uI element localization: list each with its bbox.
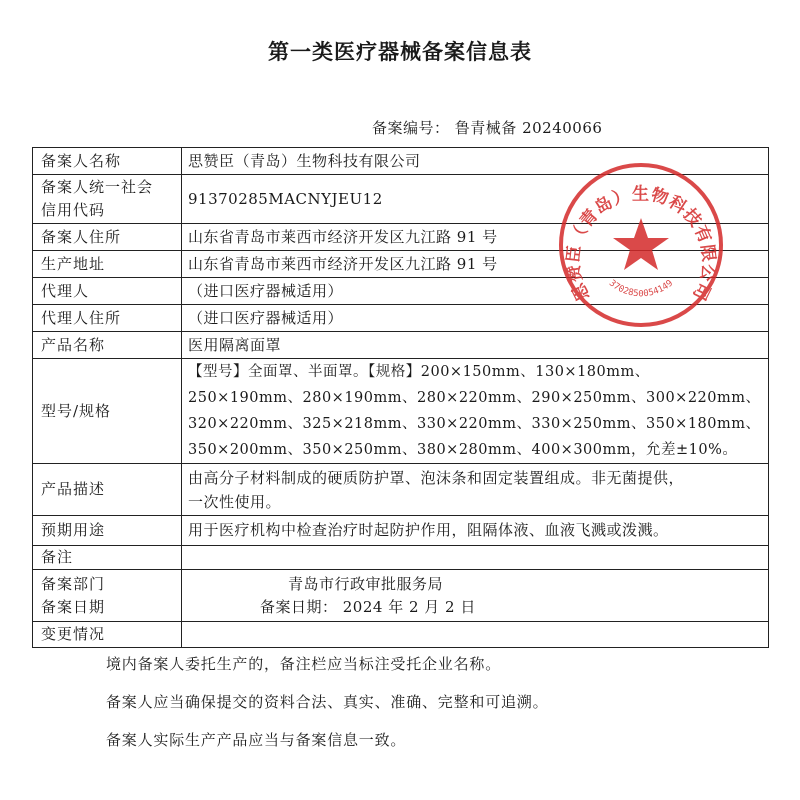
row-label: 产品描述	[33, 464, 182, 516]
row-value: 用于医疗机构中检查治疗时起防护作用，阻隔体液、血液飞溅或泼溅。	[182, 516, 769, 546]
note-line: 备案人实际生产产品应当与备案信息一致。	[106, 731, 407, 749]
row-value: 山东省青岛市莱西市经济开发区九江路 91 号	[182, 251, 769, 278]
record-number-label: 备案编号：	[372, 119, 450, 137]
spec-line: 250×190mm、280×190mm、280×220mm、290×250mm、300×220mm、	[188, 390, 761, 406]
table-row	[33, 464, 769, 516]
row-value	[182, 546, 769, 570]
table-row	[33, 546, 769, 570]
row-label: 产品名称	[33, 332, 182, 359]
row-value: 91370285MACNYJEU12	[182, 175, 769, 224]
row-label	[33, 570, 182, 622]
spec-line: 320×220mm、325×218mm、330×220mm、330×250mm、350×180mm、	[188, 416, 761, 432]
notes	[106, 654, 548, 768]
row-label: 预期用途	[33, 516, 182, 546]
table-row	[33, 622, 769, 648]
table-row	[33, 516, 769, 546]
row-value	[182, 464, 769, 516]
official-seal	[556, 160, 726, 330]
row-value: （进口医疗器械适用）	[182, 278, 769, 305]
row-value: 山东省青岛市莱西市经济开发区九江路 91 号	[182, 224, 769, 251]
filing-date: 备案日期： 2024 年 2 月 2 日	[260, 597, 476, 616]
desc-line: 由高分子材料制成的硬质防护罩、泡沫条和固定装置组成。非无菌提供，	[188, 468, 685, 487]
seal-code: 3702850054149	[606, 278, 676, 300]
row-value: 医用隔离面罩	[182, 332, 769, 359]
row-label-line: 备案日期	[41, 597, 106, 616]
row-label-line: 信用代码	[41, 201, 106, 219]
row-label: 备案人名称	[33, 148, 182, 175]
page-title: 第一类医疗器械备案信息表	[268, 40, 532, 64]
table-row	[33, 359, 769, 464]
row-label	[33, 175, 182, 224]
row-value: （进口医疗器械适用）	[182, 305, 769, 332]
row-label: 备案人住所	[33, 224, 182, 251]
row-label-line: 备案人统一社会	[41, 178, 154, 196]
note-line: 备案人应当确保提交的资料合法、真实、准确、完整和可追溯。	[106, 693, 549, 711]
row-value	[182, 359, 769, 464]
desc-line: 一次性使用。	[188, 492, 282, 511]
seal-star-icon	[613, 218, 669, 270]
record-number	[372, 117, 602, 138]
spec-line: 【型号】全面罩、半面罩。【规格】200×150mm、130×180mm、	[188, 364, 650, 380]
row-label: 代理人	[33, 278, 182, 305]
row-label-line: 备案部门	[41, 574, 106, 593]
filing-department: 青岛市行政审批服务局	[288, 574, 444, 593]
row-label: 生产地址	[33, 251, 182, 278]
record-number-value: 鲁青械备 20240066	[454, 119, 603, 137]
spec-line: 350×200mm、350×250mm、380×280mm、400×300mm，允差±10%。	[188, 442, 738, 458]
note-line: 境内备案人委托生产的，备注栏应当标注受托企业名称。	[106, 655, 502, 673]
row-label: 备注	[33, 546, 182, 570]
row-label: 变更情况	[33, 622, 182, 648]
row-label: 代理人住所	[33, 305, 182, 332]
row-value: 思赞臣（青岛）生物科技有限公司	[182, 148, 769, 175]
table-row	[33, 332, 769, 359]
table-row	[33, 570, 769, 622]
seal-text: 思赞臣（青岛）生物科技有限公司	[563, 184, 719, 304]
row-value	[182, 570, 769, 622]
row-label: 型号/规格	[33, 359, 182, 464]
row-value	[182, 622, 769, 648]
